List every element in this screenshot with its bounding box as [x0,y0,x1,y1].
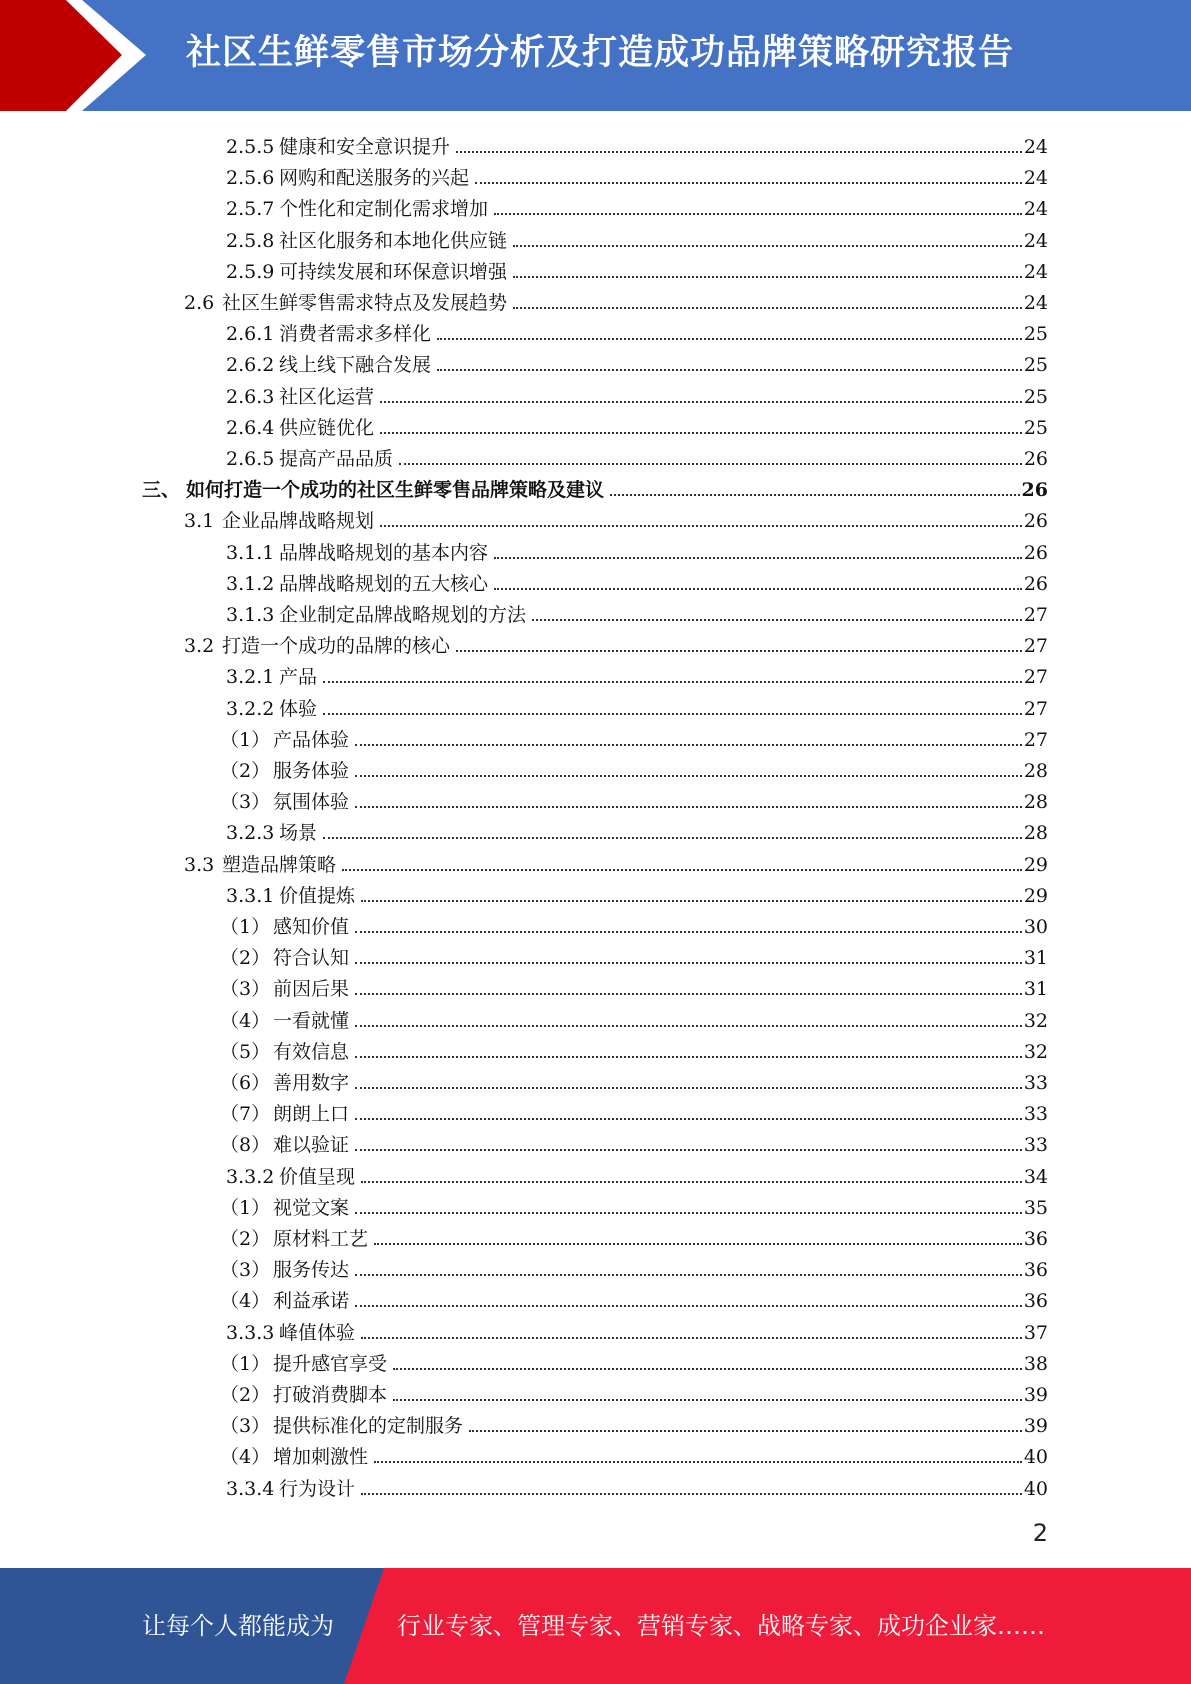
toc-entry[interactable] [220,1406,1048,1438]
toc-entry[interactable] [226,252,1048,283]
toc-leader-dots [393,1368,1022,1370]
toc-entry-number: （8） [220,1134,271,1157]
toc-entry-title: 线上线下融合发展 [279,354,432,377]
toc-entry-page: 27 [1023,635,1048,658]
toc-entry-number: 2.6.4 [226,416,275,439]
toc-entry[interactable] [220,1219,1048,1250]
toc-leader-dots [393,1399,1022,1401]
toc-entry-page: 25 [1023,354,1048,377]
toc-entry-number: 3.1.2 [226,572,275,595]
toc-entry-page: 30 [1023,916,1048,938]
toc-entry[interactable] [226,564,1048,595]
toc-leader-dots [513,245,1022,247]
toc-entry-title: 朗朗上口 [273,1103,350,1126]
toc-entry[interactable] [220,1344,1048,1375]
toc-entry-number: （5） [220,1040,271,1063]
toc-entry-number: 2.6.5 [226,448,275,470]
toc-leader-dots [355,1212,1022,1214]
toc-leader-dots [355,1087,1022,1089]
toc-entry-title: 企业品牌战略规划 [222,510,375,533]
toc-entry-number: 2.5.6 [226,167,275,190]
toc-entry[interactable] [226,439,1048,470]
toc-leader-dots [456,151,1022,153]
toc-entry-page: 24 [1023,136,1048,158]
toc-entry-number: （4） [220,1009,271,1032]
toc-entry-title: 品牌战略规划的基本内容 [279,541,489,564]
toc-entry-number: （4） [220,1290,271,1313]
toc-entry-title: 提供标准化的定制服务 [273,1415,464,1438]
toc-entry[interactable] [220,969,1048,1001]
toc-entry-title: 有效信息 [273,1040,350,1063]
toc-entry-number: 三、 [142,479,181,502]
toc-leader-dots [323,713,1022,715]
toc-entry[interactable] [220,1375,1048,1406]
toc-leader-dots [355,1149,1022,1151]
toc-entry-page: 36 [1023,1228,1048,1250]
toc-entry-page: 40 [1023,1477,1048,1500]
toc-leader-dots [323,837,1022,839]
toc-leader-dots [374,1461,1022,1463]
toc-entry-title: 利益承诺 [273,1290,350,1313]
toc-entry[interactable] [226,314,1048,345]
toc-entry-page: 24 [1023,198,1048,221]
toc-entry-title: 行为设计 [279,1477,356,1500]
toc-entry-title: 服务传达 [273,1259,350,1282]
toc-entry-page: 29 [1023,884,1048,907]
toc-entry[interactable] [184,283,1048,314]
toc-entry-page: 28 [1023,760,1048,782]
footer-roles: 行业专家、管理专家、营销专家、战略专家、成功企业家…… [397,1612,1045,1640]
toc-leader-dots [361,900,1022,902]
toc-entry-page: 26 [1023,572,1048,595]
toc-leader-dots [494,213,1022,215]
toc-entry-number: 3.2 [184,635,215,658]
toc-entry-title: 社区化运营 [279,385,375,408]
toc-entry[interactable] [226,189,1048,220]
toc-entry[interactable] [226,221,1048,252]
toc-entry-title: 打破消费脚本 [273,1384,388,1406]
toc-entry-number: 2.5.7 [226,198,275,221]
toc-leader-dots [323,681,1022,683]
toc-entry-page: 38 [1023,1352,1048,1375]
toc-entry-page: 26 [1023,510,1048,533]
toc-entry-title: 难以验证 [273,1134,350,1157]
toc-entry-number: （1） [220,1196,271,1219]
toc-entry[interactable] [220,1437,1048,1469]
toc-entry-page: 28 [1023,791,1048,814]
toc-entry[interactable] [220,938,1048,970]
toc-entry-title: 善用数字 [273,1072,350,1094]
toc-leader-dots [355,1056,1022,1058]
toc-entry[interactable] [226,657,1048,688]
toc-entry[interactable] [226,1157,1048,1188]
toc-entry[interactable] [226,345,1048,376]
toc-entry-title: 如何打造一个成功的社区生鲜零售品牌策略及建议 [186,479,605,502]
toc-entry-page: 31 [1023,978,1048,1001]
toc-entry-number: 3.2.3 [226,822,275,845]
toc-entry-number: （2） [220,1228,271,1250]
toc-entry-title: 社区化服务和本地化供应链 [279,229,508,252]
toc-entry-number: （3） [220,791,271,814]
toc-leader-dots [469,1430,1022,1432]
toc-entry-page: 37 [1023,1321,1048,1344]
toc-entry-number: 3.3.1 [226,884,275,907]
toc-leader-dots [361,1181,1022,1183]
toc-leader-dots [355,775,1022,777]
toc-entry-number: （2） [220,947,271,970]
header-arrow-decoration [0,0,160,111]
toc-entry-page: 26 [1023,541,1048,564]
toc-entry-title: 原材料工艺 [273,1228,369,1250]
toc-entry[interactable] [226,158,1048,189]
toc-entry[interactable] [226,408,1048,439]
toc-entry-page: 25 [1023,385,1048,408]
toc-leader-dots [355,931,1022,933]
toc-leader-dots [355,1274,1022,1276]
toc-entry[interactable] [226,1313,1048,1344]
toc-entry-page: 26 [1023,448,1048,470]
toc-entry-title: 消费者需求多样化 [279,323,432,346]
toc-entry-page: 26 [1021,479,1048,502]
toc-leader-dots [355,993,1022,995]
toc-leader-dots [361,1337,1022,1339]
toc-leader-dots [610,494,1020,496]
toc-entry-page: 31 [1023,947,1048,970]
toc-entry-page: 29 [1023,853,1048,876]
toc-entry-number: （3） [220,978,271,1001]
toc-entry[interactable] [220,907,1048,938]
toc-entry-number: （6） [220,1072,271,1094]
page-number: 2 [1032,1519,1048,1547]
toc-entry-page: 39 [1023,1384,1048,1406]
toc-entry-title: 视觉文案 [273,1196,350,1219]
toc-entry[interactable] [220,1032,1048,1063]
toc-entry-title: 塑造品牌策略 [222,853,337,876]
toc-entry-page: 24 [1023,229,1048,252]
toc-entry-number: （7） [220,1103,271,1126]
toc-entry-title: 企业制定品牌战略规划的方法 [279,604,527,626]
toc-entry-number: （3） [220,1415,271,1438]
report-title: 社区生鲜零售市场分析及打造成功品牌策略研究报告 [186,33,1015,73]
toc-entry[interactable] [226,1469,1048,1500]
toc-entry-page: 24 [1023,260,1048,283]
toc-entry-title: 增加刺激性 [273,1446,369,1469]
toc-leader-dots [361,1493,1022,1495]
toc-entry-title: 价值提炼 [279,884,356,907]
toc-leader-dots [355,806,1022,808]
toc-entry-number: 2.5.8 [226,229,275,252]
toc-entry-title: 健康和安全意识提升 [279,136,451,158]
toc-leader-dots [342,869,1022,871]
toc-entry-number: 3.1.1 [226,541,275,564]
toc-entry-number: （1） [220,916,271,938]
toc-leader-dots [374,1243,1022,1245]
toc-entry-page: 33 [1023,1134,1048,1157]
toc-entry-page: 25 [1023,323,1048,346]
toc-entry-number: 2.6 [184,292,215,314]
toc-entry-page: 32 [1023,1009,1048,1032]
toc-entry-number: （2） [220,760,271,782]
toc-entry-page: 27 [1023,728,1048,751]
toc-entry-number: 3.2.2 [226,697,275,720]
toc-leader-dots [355,1305,1022,1307]
toc-entry[interactable] [220,1094,1048,1126]
toc-entry[interactable] [226,533,1048,564]
toc-entry-page: 35 [1023,1196,1048,1219]
toc-leader-dots [494,557,1022,559]
toc-entry-page: 27 [1023,666,1048,689]
toc-entry[interactable] [226,595,1048,626]
toc-entry-number: （4） [220,1446,271,1469]
toc-entry-number: 3.1.3 [226,604,275,626]
toc-entry-title: 产品体验 [273,728,350,751]
toc-entry-page: 25 [1023,416,1048,439]
toc-entry[interactable] [184,626,1048,657]
toc-entry[interactable] [220,751,1048,782]
toc-entry-number: （1） [220,728,271,751]
toc-entry-page: 24 [1023,292,1048,314]
toc-entry-page: 39 [1023,1415,1048,1438]
toc-entry[interactable] [226,689,1048,720]
toc-entry-title: 提高产品品质 [279,448,394,470]
toc-entry-number: 3.3.3 [226,1321,275,1344]
toc-entry[interactable] [184,501,1048,532]
toc-entry-page: 33 [1023,1072,1048,1094]
toc-leader-dots [355,1118,1022,1120]
toc-entry-page: 28 [1023,822,1048,845]
toc-entry[interactable] [220,1188,1048,1219]
toc-entry-page: 27 [1023,604,1048,626]
toc-entry[interactable] [220,1125,1048,1157]
toc-entry[interactable] [142,470,1048,501]
toc-entry-number: 3.1 [184,510,215,533]
toc-leader-dots [380,432,1022,434]
toc-entry-title: 一看就懂 [273,1009,350,1032]
toc-leader-dots [355,744,1022,746]
toc-entry[interactable] [226,377,1048,408]
toc-entry-number: 2.6.2 [226,354,275,377]
toc-entry-title: 峰值体验 [279,1321,356,1344]
toc-entry-number: 3.3.2 [226,1165,275,1188]
toc-entry-title: 提升感官享受 [273,1352,388,1375]
toc-entry-number: （2） [220,1384,271,1406]
toc-leader-dots [532,619,1022,621]
toc-entry-number: 3.3 [184,853,215,876]
toc-entry-title: 供应链优化 [279,416,375,439]
toc-entry-page: 27 [1023,697,1048,720]
toc-entry-title: 品牌战略规划的五大核心 [279,572,489,595]
toc-leader-dots [355,962,1022,964]
toc-leader-dots [456,650,1022,652]
toc-entry-page: 33 [1023,1103,1048,1126]
toc-entry-number: 2.6.1 [226,323,275,346]
footer-slogan: 让每个人都能成为 [142,1612,334,1640]
toc-entry-number: （1） [220,1352,271,1375]
toc-entry-title: 感知价值 [273,916,350,938]
toc-entry-page: 36 [1023,1259,1048,1282]
toc-entry-number: 2.5.9 [226,260,275,283]
toc-leader-dots [513,276,1022,278]
toc-leader-dots [380,525,1022,527]
toc-entry[interactable] [220,782,1048,814]
toc-entry-title: 价值呈现 [279,1165,356,1188]
toc-entry-title: 场景 [279,822,318,845]
report-header [0,0,1191,111]
toc-leader-dots [513,307,1022,309]
toc-entry[interactable] [220,1063,1048,1094]
toc-leader-dots [399,463,1022,465]
toc-entry[interactable] [220,1281,1048,1313]
toc-entry-page: 32 [1023,1040,1048,1063]
toc-entry[interactable] [226,876,1048,907]
toc-leader-dots [437,369,1022,371]
toc-entry-title: 打造一个成功的品牌的核心 [222,635,451,658]
toc-entry-title: 服务体验 [273,760,350,782]
toc-leader-dots [494,588,1022,590]
toc-entry-page: 36 [1023,1290,1048,1313]
toc-entry-number: 3.2.1 [226,666,275,689]
toc-leader-dots [437,338,1022,340]
toc-entry[interactable] [226,813,1048,844]
toc-leader-dots [355,1025,1022,1027]
toc-entry[interactable] [220,1250,1048,1282]
toc-entry-number: （3） [220,1259,271,1282]
toc-entry[interactable] [226,127,1048,158]
toc-entry-title: 符合认知 [273,947,350,970]
toc-entry-page: 24 [1023,167,1048,190]
toc-entry-title: 个性化和定制化需求增加 [279,198,489,221]
toc-entry-title: 网购和配送服务的兴起 [279,167,470,190]
toc-leader-dots [475,182,1022,184]
page-footer [0,1568,1191,1684]
toc-entry[interactable] [220,1001,1048,1032]
toc-entry-title: 前因后果 [273,978,350,1001]
toc-entry[interactable] [220,720,1048,751]
toc-entry-number: 2.6.3 [226,385,275,408]
toc-entry[interactable] [184,845,1048,876]
toc-entry-title: 体验 [279,697,318,720]
toc-entry-number: 2.5.5 [226,136,275,158]
toc-entry-title: 产品 [279,666,318,689]
toc-entry-title: 社区生鲜零售需求特点及发展趋势 [222,292,508,314]
toc-entry-title: 可持续发展和环保意识增强 [279,260,508,283]
toc-entry-page: 34 [1023,1165,1048,1188]
toc-entry-number: 3.3.4 [226,1477,275,1500]
toc-entry-title: 氛围体验 [273,791,350,814]
toc-leader-dots [380,401,1022,403]
toc-entry-page: 40 [1023,1446,1048,1469]
